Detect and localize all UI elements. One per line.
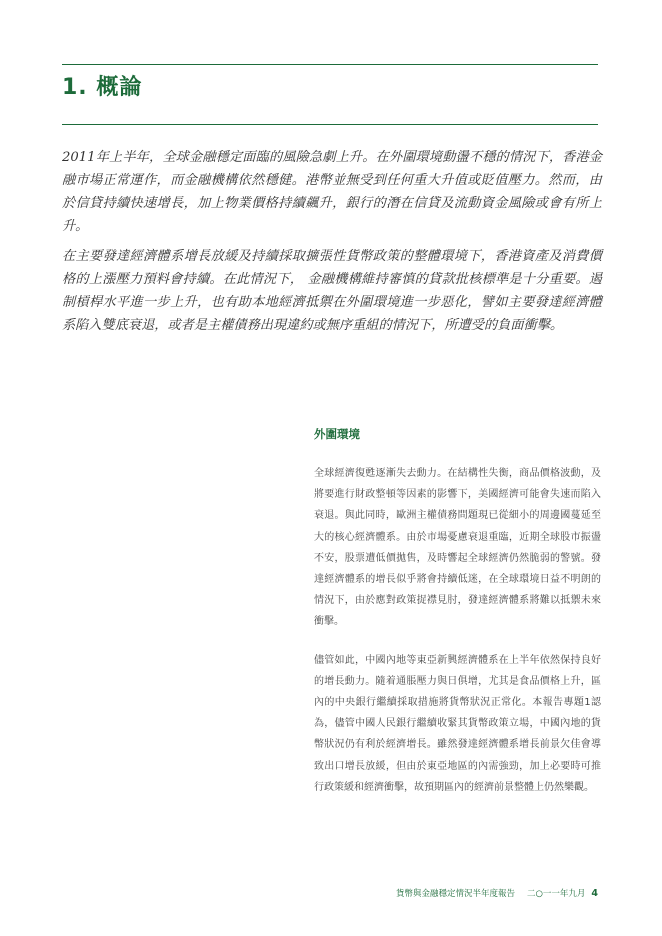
intro-paragraph: 在主要發達經濟體系增長放緩及持續採取擴張性貨幣政策的整體環境下，香港資產及消費價格的上漲壓力預料會持續。在此情況下， 金融機構維持審慎的貸款批核標準是十分重要。遏制槓桿水平進一步上升，也有助本地經濟抵禦在外圍環境進一步惡化，譬如主要發達經濟體系陷入雙底衰退，或者是主權債務出現違約或無序重組的情況下，所遭受的負面衝擊。 [62,249,602,333]
section-heading: 外圍環境 [314,427,360,441]
footer-date: 二○一一年九月 [526,889,586,899]
title-bottom-rule [62,124,598,125]
intro-summary [62,146,602,344]
chapter-title: 1. 概論 [62,75,143,100]
top-rule [62,64,598,65]
footer-report-title: 貨幣與金融穩定情況半年度報告 [395,889,515,899]
body-paragraph: 全球經濟復甦逐漸失去動力。在結構性失衡，商品價格波動，及將要進行財政整頓等因素的影響下，美國經濟可能會失速而陷入衰退。與此同時，歐洲主權債務問題現已從細小的周邊國蔓延至大的核心經濟體系。由於市場憂慮衰退重臨，近期全球股市振盪不安，股票遭低價拋售，及時響起全球經濟仍然脆弱的警號。發達經濟體系的增長似乎將會持續低迷，在全球環境日益不明朗的情況下，由於應對政策捉襟見肘，發達經濟體系將難以抵禦未來衝擊。 [314,468,601,628]
external-environment-section [314,426,601,815]
page-number: 4 [591,888,598,899]
page-footer [396,887,598,899]
intro-paragraph: 2011年上半年，全球金融穩定面臨的風險急劇上升。在外圍環境動盪不穩的情況下，香港金融市場正常運作，而金融機構依然穩健。港幣並無受到任何重大升值或貶值壓力。然而，由於信貸持續快速增長，加上物業價格持續飆升，銀行的潛在信貸及流動資金風險或會有所上升。 [62,150,602,234]
body-paragraph: 儘管如此，中國內地等東亞新興經濟體系在上半年依然保持良好的增長動力。隨着通脹壓力與日俱增，尤其是食品價格上升，區內的中央銀行繼續採取措施將貨幣狀況正常化。本報告專題1認為，儘管中國人民銀行繼續收緊其貨幣政策立場，中國內地的貨幣狀況仍有利於經濟增長。雖然發達經濟體系增長前景欠佳會導致出口增長放緩，但由於東亞地區的內需強勁，加上必要時可推行政策緩和經濟衝擊，故預期區內的經濟前景整體上仍然樂觀。 [314,654,601,793]
